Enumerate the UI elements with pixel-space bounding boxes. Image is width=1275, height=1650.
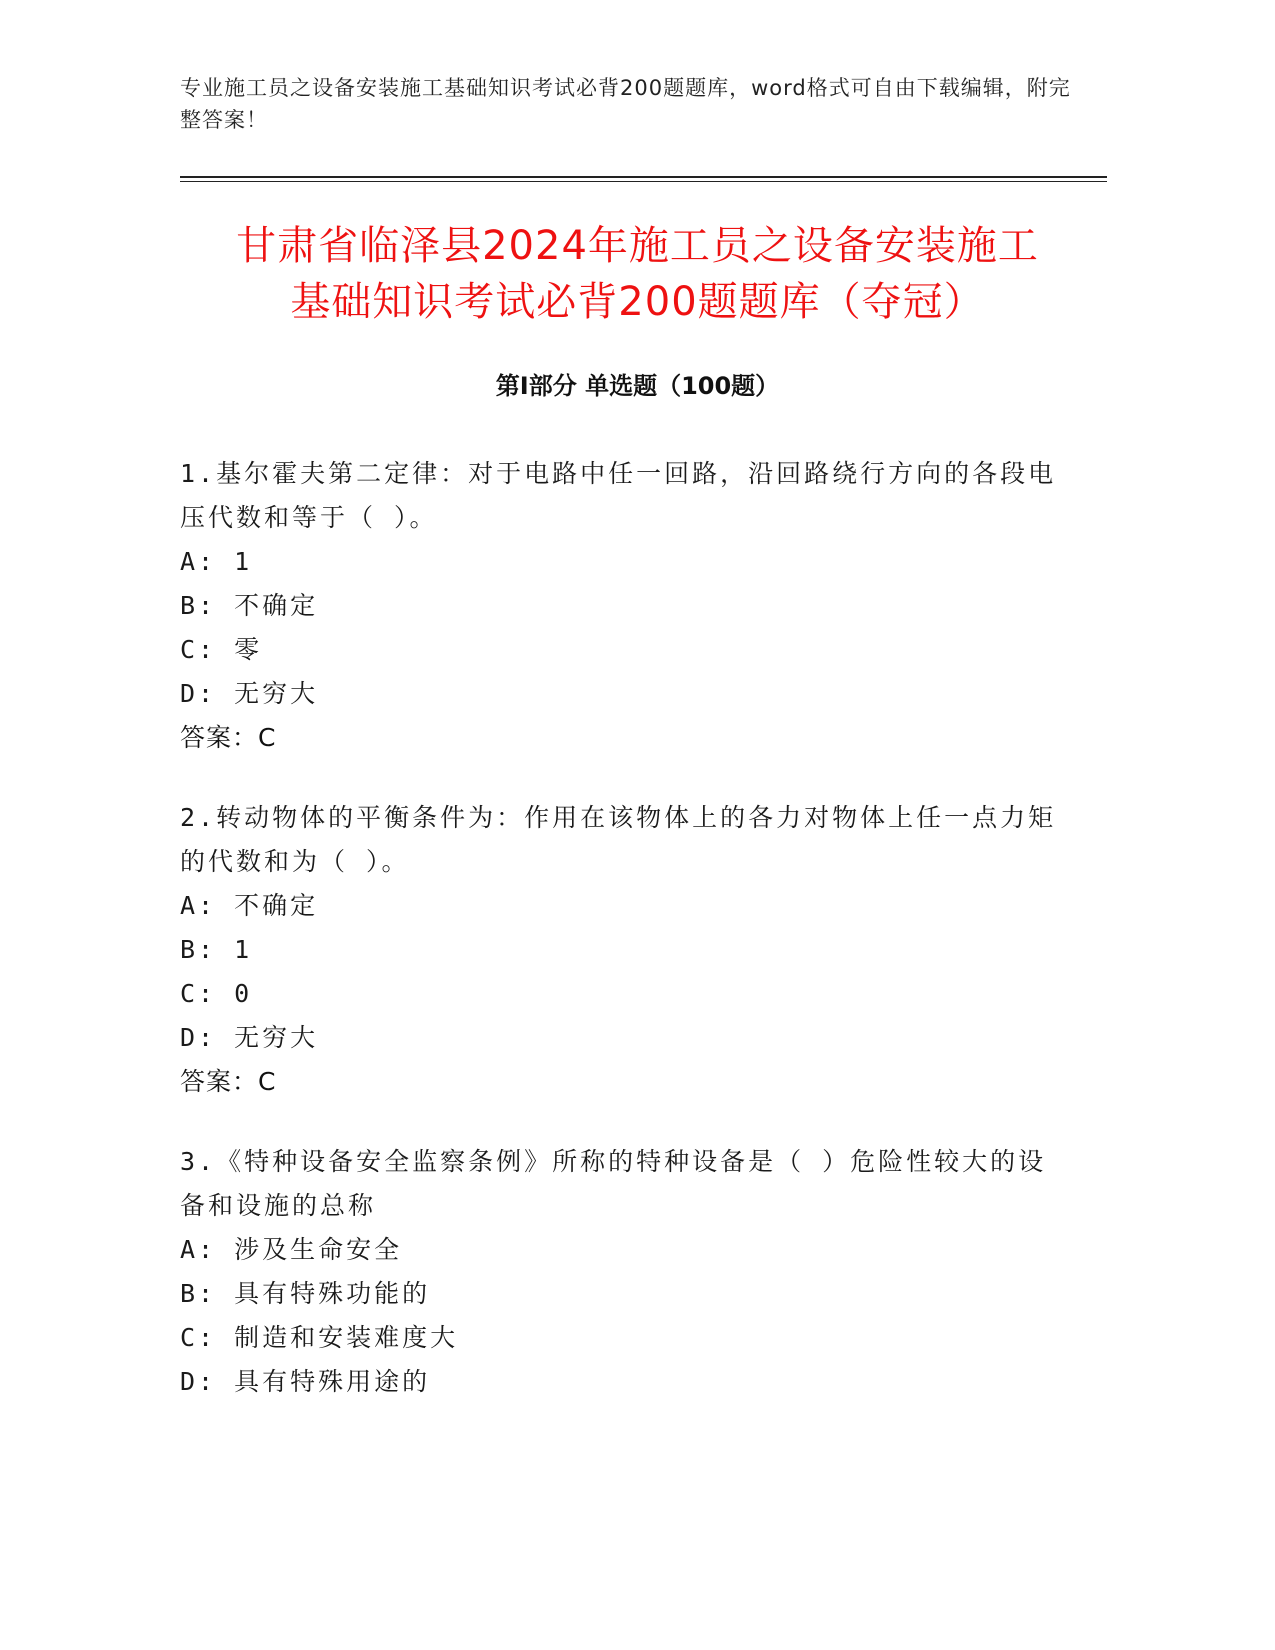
option-c: C: 0 [180,979,253,1008]
option-d: D: 无穷大 [180,679,319,708]
option-d: D: 具有特殊用途的 [180,1367,431,1396]
option-a: A: 不确定 [180,891,319,920]
option-b: B: 1 [180,935,253,964]
option-b: B: 不确定 [180,591,319,620]
document-title-line-2: 基础知识考试必背200题题库（夺冠） [290,279,985,325]
question-list [180,452,1060,1440]
section-title: 第I部分 单选题（100题） [495,372,780,400]
header-divider-thick [180,176,1107,178]
document-title-line-1: 甘肃省临泽县2024年施工员之设备安装施工 [236,223,1039,269]
question-stem: 2.转动物体的平衡条件为：作用在该物体上的各力对物体上任一点力矩的代数和为（ ）。 [180,803,1057,876]
option-a: A: 1 [180,547,253,576]
question-2 [180,796,1060,1104]
answer: 答案：C [180,1067,277,1096]
option-b: B: 具有特殊功能的 [180,1279,431,1308]
document-title [150,218,1125,330]
question-stem: 1.基尔霍夫第二定律：对于电路中任一回路，沿回路绕行方向的各段电压代数和等于（ ）。 [180,459,1057,532]
question-stem: 3.《特种设备安全监察条例》所称的特种设备是（ ）危险性较大的设备和设施的总称 [180,1147,1047,1220]
option-c: C: 制造和安装难度大 [180,1323,459,1352]
option-c: C: 零 [180,635,263,664]
question-3 [180,1140,1060,1404]
option-d: D: 无穷大 [180,1023,319,1052]
header-note: 专业施工员之设备安装施工基础知识考试必背200题题库，word格式可自由下载编辑，附完整答案！ [180,76,1071,132]
header-divider-thin [180,181,1107,182]
answer: 答案：C [180,723,277,752]
option-a: A: 涉及生命安全 [180,1235,403,1264]
question-1 [180,452,1060,760]
